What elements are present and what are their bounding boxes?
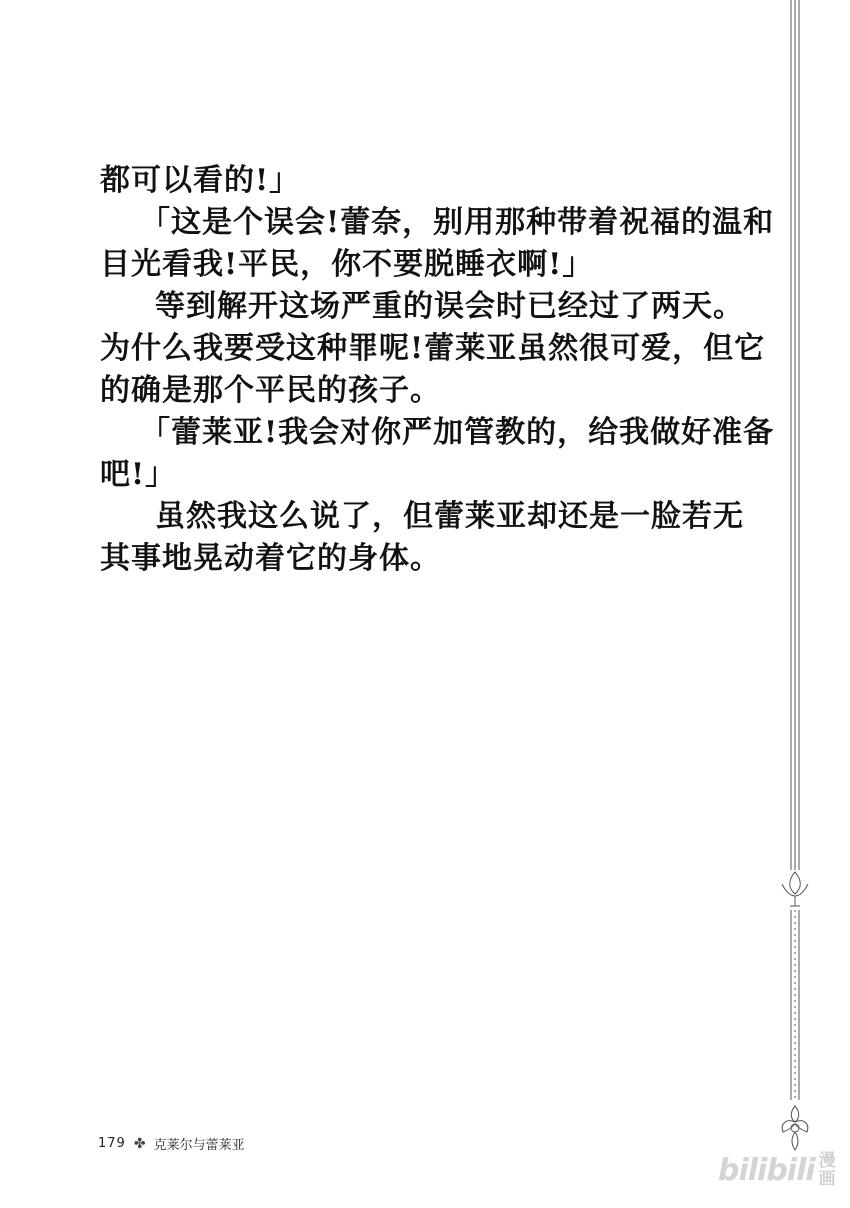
text-line: 为什么我要受这种罪呢!蕾莱亚虽然很可爱，但它	[100, 331, 766, 366]
book-title: 克莱尔与蕾莱亚	[153, 1138, 245, 1153]
watermark-label-top: 漫	[818, 1151, 836, 1171]
text-line: 的确是那个平民的孩子。	[100, 373, 441, 408]
text-line: 吧!」	[100, 457, 177, 492]
watermark-label-bottom: 画	[818, 1169, 836, 1189]
text-line: 「蕾莱亚!我会对你严加管教的，给我做好准备	[140, 415, 775, 450]
page-number: 179	[98, 1136, 126, 1151]
text-line: 其事地晃动着它的身体。	[100, 541, 441, 576]
text-line: 虽然我这么说了，但蕾莱亚却还是一脸若无	[155, 499, 744, 534]
text-line: 都可以看的!」	[100, 163, 301, 198]
page-footer	[98, 1134, 245, 1153]
decorative-border-icon	[770, 0, 820, 1208]
text-line: 目光看我!平民，你不要脱睡衣啊!」	[100, 247, 594, 282]
ornament-icon: ✤	[133, 1135, 146, 1152]
text-line: 等到解开这场严重的误会时已经过了两天。	[155, 289, 744, 324]
body-text	[100, 160, 775, 580]
watermark	[718, 1152, 836, 1188]
text-line: 「这是个误会!蕾奈，别用那种带着祝福的温和	[140, 205, 775, 240]
watermark-label	[819, 1152, 836, 1188]
watermark-brand: bilibili	[718, 1152, 815, 1188]
